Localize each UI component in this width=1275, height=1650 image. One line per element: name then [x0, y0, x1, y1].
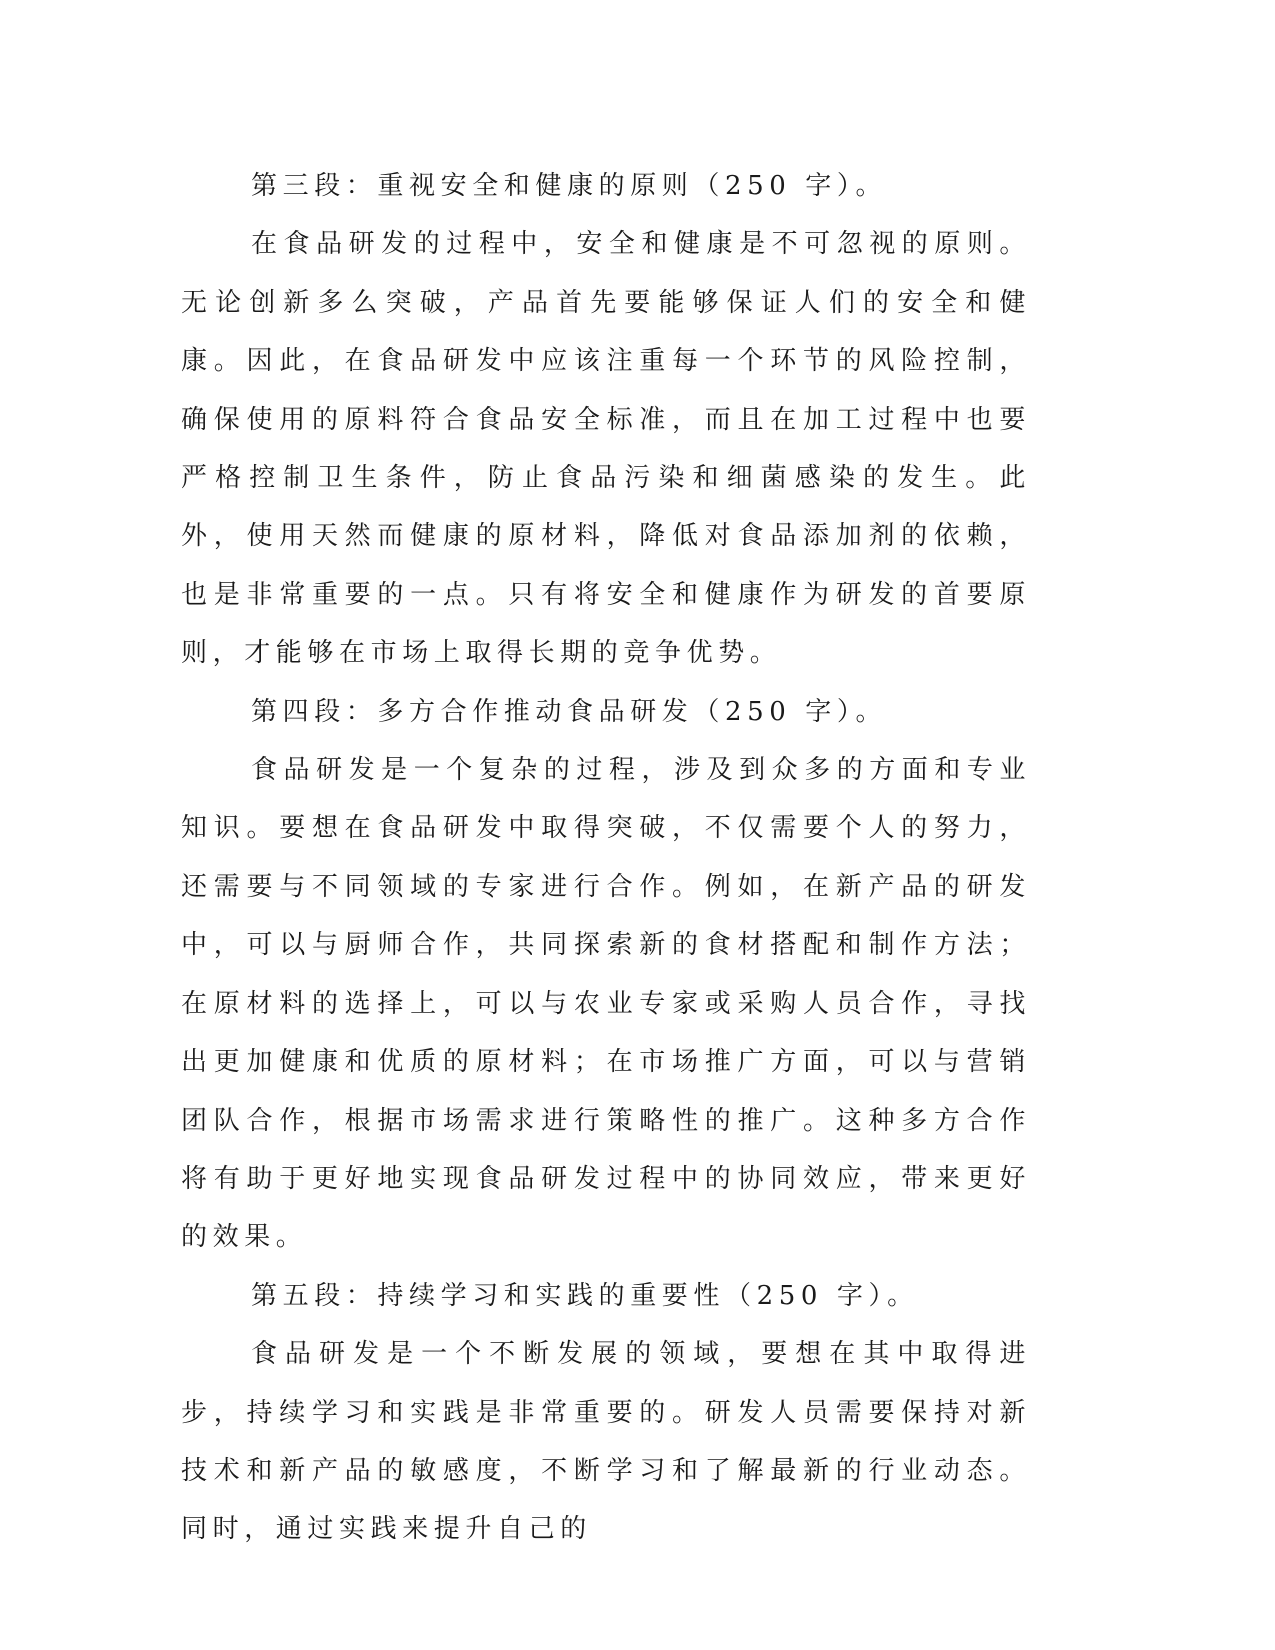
section-3-heading: 第三段：重视安全和健康的原则（250 字）。: [251, 171, 888, 201]
document-body: [181, 157, 1031, 1559]
section-5-heading: 第五段：持续学习和实践的重要性（250 字）。: [251, 1280, 919, 1311]
section-4-heading: 第四段：多方合作推动食品研发（250 字）。: [251, 696, 888, 727]
section-3-paragraph: 在食品研发的过程中，安全和健康是不可忽视的原则。无论创新多么突破，产品首先要能够保证人们的安全和健康。因此，在食品研发中应该注重每一个环节的风险控制，确保使用的原料符合食品安全标准，而且在加工过程中也要严格控制卫生条件，防止食品污染和细菌感染的发生。此外，使用天然而健康的原材料，降低对食品添加剂的依赖，也是非常重要的一点。只有将安全和健康作为研发的首要原则，才能够在市场上取得长期的竞争优势。: [181, 229, 1031, 669]
section-5-paragraph: 食品研发是一个不断发展的领域，要想在其中取得进步，持续学习和实践是非常重要的。研发人员需要保持对新技术和新产品的敏感度，不断学习和了解最新的行业动态。同时，通过实践来提升自己的: [181, 1339, 1031, 1545]
section-4-paragraph: 食品研发是一个复杂的过程，涉及到众多的方面和专业知识。要想在食品研发中取得突破，不仅需要个人的努力，还需要与不同领域的专家进行合作。例如，在新产品的研发中，可以与厨师合作，共同探索新的食材搭配和制作方法；在原材料的选择上，可以与农业专家或采购人员合作，寻找出更加健康和优质的原材料；在市场推广方面，可以与营销团队合作，根据市场需求进行策略性的推广。这种多方合作将有助于更好地实现食品研发过程中的协同效应，带来更好的效果。: [181, 755, 1031, 1253]
